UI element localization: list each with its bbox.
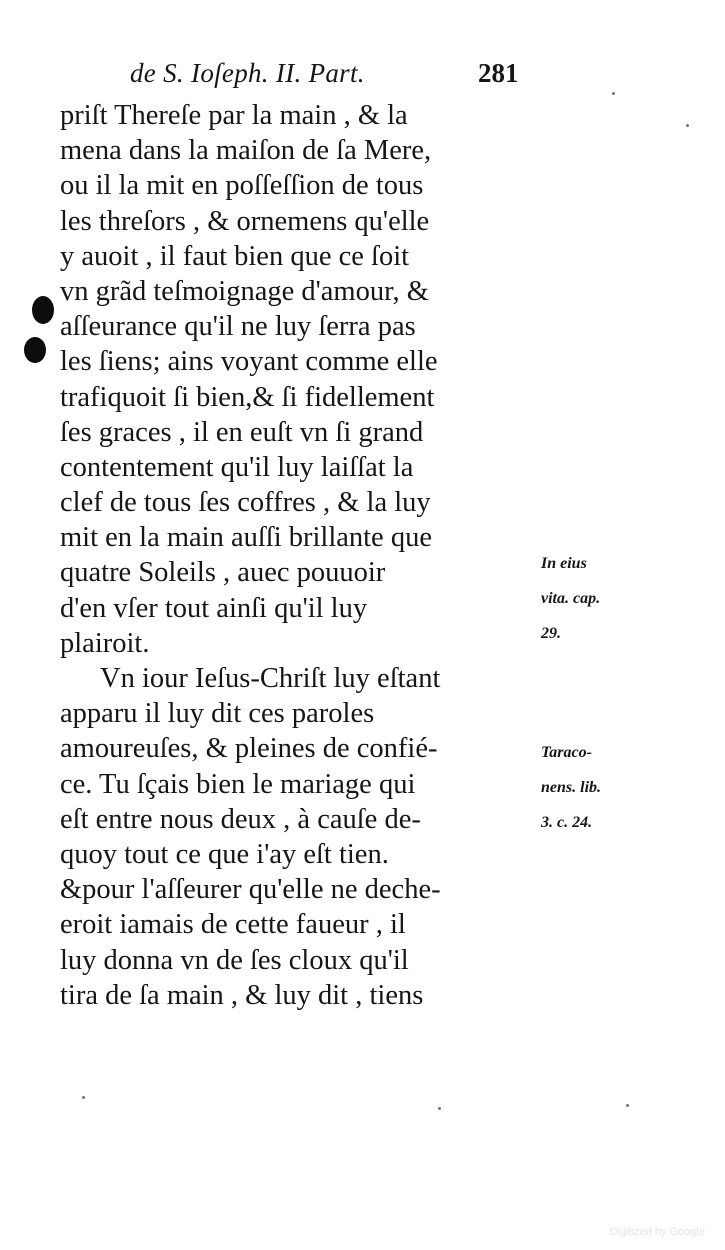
speck: [612, 92, 615, 95]
text-line: trafiquoit ſi bien,& ſi fidellement: [60, 381, 435, 413]
text-line: eſt entre nous deux , à cauſe de-: [60, 803, 421, 835]
text-line: les threſors , & ornemens qu'elle: [60, 205, 430, 237]
running-title: de S. Ioſeph. II. Part.: [130, 58, 365, 88]
text-line: luy donna vn de ſes cloux qu'il: [60, 944, 409, 976]
text-line: eroit iamais de cette faueur , il: [60, 909, 406, 941]
margin-note: nens. lib.: [541, 779, 602, 796]
speck: [686, 124, 689, 127]
text-line: ou il la mit en poſſeſſion de tous: [60, 170, 424, 202]
ink-blot: [32, 296, 54, 324]
text-line: &pour l'aſſeurer qu'elle ne deche-: [60, 874, 441, 906]
text-line: contentement qu'il luy laiſſat la: [60, 451, 414, 483]
text-line: amoureuſes, & pleines de confié-: [60, 733, 438, 765]
speck: [82, 1096, 85, 1099]
watermark: Digitized by Google: [609, 1226, 705, 1238]
text-line: les ſiens; ains voyant comme elle: [60, 346, 438, 378]
text-line: aſſeurance qu'il ne luy ſerra pas: [60, 311, 416, 343]
body-text: [60, 98, 545, 1013]
ink-blot: [24, 337, 46, 363]
text-line: priſt Thereſe par la main , & la: [60, 100, 408, 131]
text-line: apparu il luy dit ces paroles: [60, 698, 375, 730]
margin-note: In eius: [541, 555, 587, 572]
text-line: quatre Soleils , auec pouuoir: [60, 557, 386, 589]
margin-note: Taraco-: [541, 744, 592, 761]
text-line: mit en la main auſſi brillante que: [60, 522, 432, 554]
text-line: mena dans la maiſon de ſa Mere,: [60, 135, 432, 167]
text-line: y auoit , il faut bien que ce ſoit: [60, 240, 410, 272]
text-line: clef de tous ſes coffres , & la luy: [60, 487, 431, 519]
speck: [626, 1104, 629, 1107]
text-line: quoy tout ce que i'ay eſt tien.: [60, 838, 389, 870]
page-number: 281: [478, 58, 519, 88]
text-line: ſes graces , il en euſt vn ſi grand: [60, 416, 424, 448]
text-line: vn grãd teſmoignage d'amour, &: [60, 275, 429, 307]
margin-note: vita. cap.: [541, 590, 601, 607]
text-line: plairoit.: [60, 627, 150, 659]
text-line: ce. Tu ſçais bien le mariage qui: [60, 768, 416, 800]
text-line: Vn iour Ieſus-Chriſt luy eſtant: [100, 663, 441, 694]
text-line: tira de ſa main , & luy dit , tiens: [60, 979, 424, 1011]
margin-note: 29.: [541, 625, 561, 642]
margin-note: 3. c. 24.: [541, 814, 593, 831]
speck: [438, 1107, 441, 1110]
text-line: d'en vſer tout ainſi qu'il luy: [60, 592, 368, 624]
